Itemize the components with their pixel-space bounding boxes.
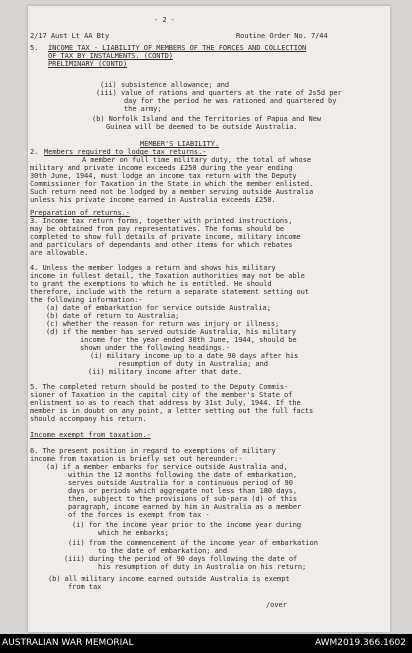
paragraph-line: 30th June, 1944, must lodge an income tax return with the Deputy [30,172,297,180]
list-item: paragraph, income earned by him in Australia as a member [68,503,302,511]
list-item: (b) all military income earned outside Australia is exempt [48,575,290,583]
list-item: (iii) during the period of 90 days following the date of [64,555,298,563]
paragraph-number: 2. [30,148,39,156]
list-item: (ii) subsistence allowance; and [100,81,230,89]
list-item: the army; [124,105,162,113]
list-item: (a) if a member embarks for service outside Australia and, [46,463,288,471]
list-item: (d) if the member has served outside Australia, his military [46,328,296,336]
paragraph-line: Commissioner for Taxation in the State in which the member enlisted. [30,180,314,188]
list-item: (c) whether the reason for return was injury or illness; [46,320,280,328]
list-item: of the forces is exempt from tax - [68,511,210,519]
list-item: (ii) from the commencement of the income year of embarkation [68,539,318,547]
list-item: days or periods which aggregate not less than 180 days, [68,487,298,495]
archive-footer-bar [0,634,412,653]
income-exempt-heading: Income exempt from taxation.- [30,431,151,439]
paragraph-line: Such return need not be lodged by a member serving outside Australia [30,188,314,196]
section-number: 5. [30,44,39,52]
paragraph-line: unless his private income earned in Australia exceeds £250. [30,196,276,204]
list-item: within the 12 months following the date of embarkation, [68,471,298,479]
section-title-line-2: OF TAX BY INSTALMENTS. (CONTD) [48,52,173,60]
over-marker: /over [266,601,287,609]
accession-number: AWM2019.366.1602 [314,638,406,648]
list-item: (ii) military income after that date. [88,368,243,376]
typed-document-sheet [28,6,390,632]
paragraph-line: enlistment so as to reach that address by 31st July, 1944. If the [30,399,301,407]
paragraph-line: member is in doubt on any point, a letter setting out the full facts [30,407,314,415]
section-title-line-3: PRELIMINARY (CONTD) [48,60,128,68]
unit-designation: 2/17 Aust Lt AA Bty [30,32,110,40]
paragraph-line: to grant the exemptions to which he is entitled. He should [30,280,272,288]
list-item: serves outside Australia for a continuous period of 90 [68,479,293,487]
routine-order-number: Routine Order No. 7/44 [236,32,328,40]
archive-name: AUSTRALIAN WAR MEMORIAL [2,638,134,648]
list-item: shown under the following headings.- [80,344,230,352]
list-item: (iii) value of rations and quarters at the rate of 2s5d per [96,89,342,97]
paragraph-line: sioner of Taxation in the capital city of the member's State of [30,391,293,399]
list-item: (i) military income up to a date 90 days after his [90,352,299,360]
paragraph-heading: Members required to lodge tax returns.- [44,148,207,156]
paragraph-line: income in fullest detail, the Taxation authorities may not be able [30,272,305,280]
section-title-line-1: INCOME TAX - LIABILITY OF MEMBERS OF THE FORCES AND COLLECTION [48,44,307,52]
list-item: his resumption of duty in Australia on his return; [98,563,307,571]
list-item: day for the period he was rationed and quartered by [124,97,337,105]
paragraph-line: 6. The present position in regard to exemptions of military [30,447,276,455]
list-item: from tax [68,583,102,591]
paragraph-line: completed to show full details of private income, military income [30,233,301,241]
list-item: (b) Norfolk Island and the Territories of Papua and New [92,115,322,123]
paragraph-line: may be obtained from pay representatives. The forms should be [30,225,285,233]
page-number: - 2 - [154,16,175,24]
paragraph-line: should accompany his return. [30,415,147,423]
paragraph-line: are allowable. [30,249,89,257]
paragraph-line: 3. Income tax return forms, together with printed instructions, [30,217,293,225]
preparation-heading: Preparation of returns.- [30,209,130,217]
paragraph-line: income from taxation is briefly set out hereunder:- [30,455,243,463]
list-item: income for the year ended 30th June, 1944, should be [80,336,297,344]
paragraph-line: 4. Unless the member lodges a return and shows his military [30,264,276,272]
member-liability-heading: MEMBER'S LIABILITY. [140,140,220,148]
paragraph-line: 5. The completed return should be posted to the Deputy Commis- [30,383,289,391]
list-item: Guinea will be deemed to be outside Australia. [106,123,298,131]
paragraph-line: therefore, include with the return a separate statement setting out [30,288,310,296]
list-item: to the date of embarkation; and [98,547,228,555]
list-item: which he embarks; [98,529,169,537]
paragraph-line: the following information:- [30,296,143,304]
list-item: (i) for the income year prior to the income year during [72,521,302,529]
list-item: resumption of duty in Australia; and [118,360,268,368]
paragraph-line: military and private income exceeds £250 during the year ending [30,164,293,172]
list-item: then, subject to the provisions of sub-para (d) of this [68,495,298,503]
list-item: (a) date of embarkation for service outside Australia; [46,304,271,312]
list-item: (b) date of return to Australia; [46,312,180,320]
paragraph-line: and particulars of dependants and other items for which rebates [30,241,293,249]
paragraph-line: A member on full time military duty, the total of whose [82,156,312,164]
